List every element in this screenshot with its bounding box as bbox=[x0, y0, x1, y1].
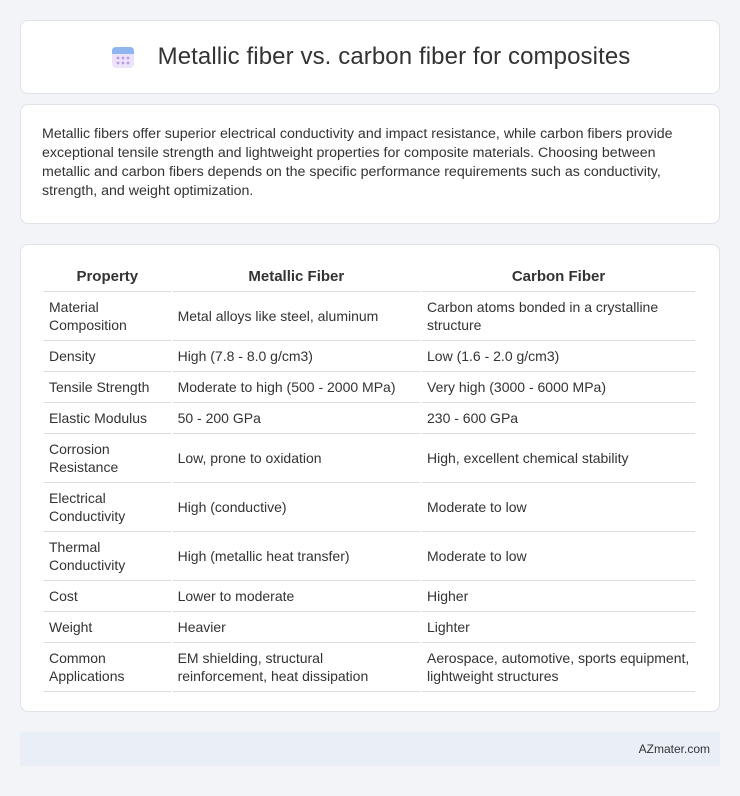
carbon-cell: 230 - 600 GPa bbox=[422, 403, 695, 434]
table-card bbox=[20, 244, 720, 712]
property-cell: Weight bbox=[44, 612, 171, 643]
property-cell: Elastic Modulus bbox=[44, 403, 171, 434]
property-cell: Material Composition bbox=[44, 292, 171, 341]
metallic-cell: 50 - 200 GPa bbox=[173, 403, 420, 434]
intro-card bbox=[20, 104, 720, 224]
table-row bbox=[44, 483, 695, 532]
metallic-cell: High (7.8 - 8.0 g/cm3) bbox=[173, 341, 420, 372]
header-property: Property bbox=[44, 262, 171, 292]
metallic-cell: EM shielding, structural reinforcement, heat dissipation bbox=[173, 643, 420, 692]
property-cell: Corrosion Resistance bbox=[44, 434, 171, 483]
property-cell: Density bbox=[44, 341, 171, 372]
carbon-cell: Moderate to low bbox=[422, 483, 695, 532]
table-row bbox=[44, 434, 695, 483]
title-card bbox=[20, 20, 720, 94]
carbon-cell: Low (1.6 - 2.0 g/cm3) bbox=[422, 341, 695, 372]
metallic-cell: Low, prone to oxidation bbox=[173, 434, 420, 483]
page-title: Metallic fiber vs. carbon fiber for composites bbox=[157, 43, 631, 70]
metallic-cell: High (metallic heat transfer) bbox=[173, 532, 420, 581]
table-row bbox=[44, 341, 695, 372]
footer-site-link[interactable]: AZmater.com bbox=[638, 742, 710, 756]
property-cell: Electrical Conductivity bbox=[44, 483, 171, 532]
metallic-cell: High (conductive) bbox=[173, 483, 420, 532]
property-cell: Common Applications bbox=[44, 643, 171, 692]
calendar-icon bbox=[110, 44, 136, 70]
metallic-cell: Metal alloys like steel, aluminum bbox=[173, 292, 420, 341]
property-cell: Tensile Strength bbox=[44, 372, 171, 403]
carbon-cell: Very high (3000 - 6000 MPa) bbox=[422, 372, 695, 403]
table-header-row bbox=[44, 262, 695, 292]
table-row bbox=[44, 372, 695, 403]
table-row bbox=[44, 643, 695, 692]
carbon-cell: Aerospace, automotive, sports equipment, lightweight structures bbox=[422, 643, 695, 692]
metallic-cell: Moderate to high (500 - 2000 MPa) bbox=[173, 372, 420, 403]
table-row bbox=[44, 403, 695, 434]
comparison-table bbox=[42, 262, 697, 692]
footer bbox=[20, 732, 720, 766]
property-cell: Cost bbox=[44, 581, 171, 612]
carbon-cell: High, excellent chemical stability bbox=[422, 434, 695, 483]
carbon-cell: Higher bbox=[422, 581, 695, 612]
header-metallic-fiber: Metallic Fiber bbox=[173, 262, 420, 292]
carbon-cell: Carbon atoms bonded in a crystalline structure bbox=[422, 292, 695, 341]
intro-text: Metallic fibers offer superior electrical conductivity and impact resistance, while carbon fibers provide exceptional tensile strength and lightweight properties for composite materials. Choosing between metallic and carbon fibers depends on the specific performance requirements such as conductivity, strength, and weight optimization. bbox=[42, 126, 673, 199]
carbon-cell: Lighter bbox=[422, 612, 695, 643]
metallic-cell: Heavier bbox=[173, 612, 420, 643]
metallic-cell: Lower to moderate bbox=[173, 581, 420, 612]
table-row bbox=[44, 532, 695, 581]
table-row bbox=[44, 292, 695, 341]
header-carbon-fiber: Carbon Fiber bbox=[422, 262, 695, 292]
table-row bbox=[44, 581, 695, 612]
property-cell: Thermal Conductivity bbox=[44, 532, 171, 581]
table-row bbox=[44, 612, 695, 643]
carbon-cell: Moderate to low bbox=[422, 532, 695, 581]
